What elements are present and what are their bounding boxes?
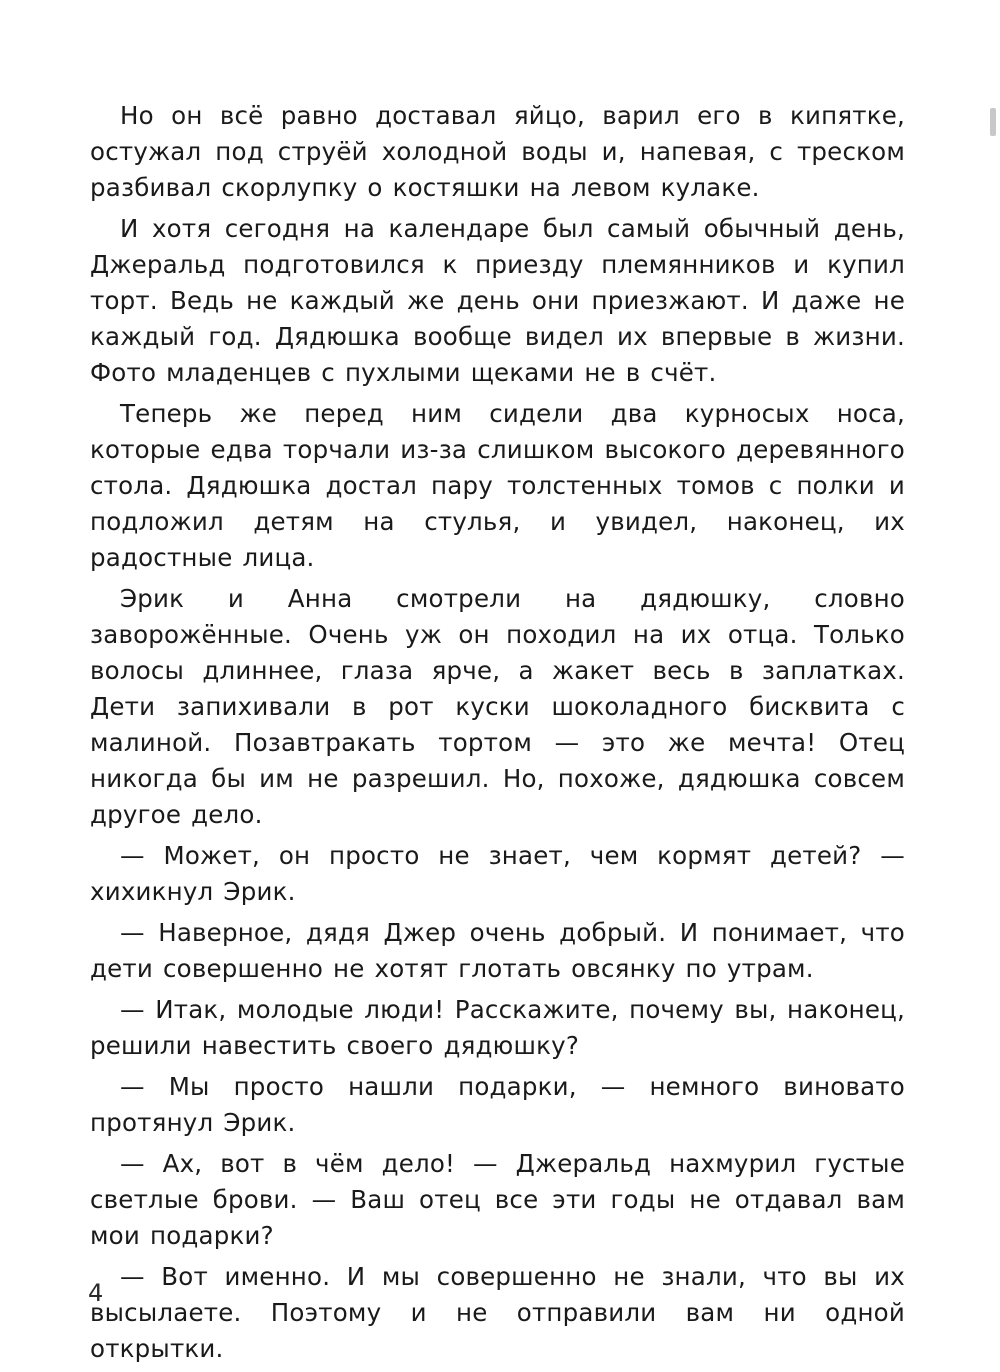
dialogue-paragraph: — Может, он просто не знает, чем кормят детей? — хихикнул Эрик. [90,841,905,906]
dialogue-paragraph: — Ах, вот в чём дело! — Джеральд нахмурил густые светлые брови. — Ваш отец все эти годы не отдавал вам мои подарки? [90,1149,905,1250]
paragraph: Но он всё равно доставал яйцо, варил его в кипятке, остужал под струёй холодной воды и, напевая, с треском разбивал скорлупку о костяшки на левом кулаке. [90,101,905,202]
dialogue-paragraph: — Наверное, дядя Джер очень добрый. И понимает, что дети совершенно не хотят глотать овсянку по утрам. [90,918,905,983]
dialogue-paragraph: — Итак, молодые люди! Расскажите, почему вы, наконец, решили навестить своего дядюшку? [90,995,905,1060]
dialogue-paragraph: — Мы просто нашли подарки, — немного виновато протянул Эрик. [90,1072,905,1137]
body-text [90,98,905,1372]
page-edge-mark [990,108,996,136]
paragraph: Эрик и Анна смотрели на дядюшку, словно заворожённые. Очень уж он походил на их отца. Только волосы длиннее, глаза ярче, а жакет весь в заплатках. Дети запихивали в рот куски шоколадного бисквита с малиной. Позавтракать тортом — это же мечта! Отец никогда бы им не разрешил. Но, похоже, дядюшка совсем другое дело. [90,584,905,829]
paragraph: И хотя сегодня на календаре был самый обычный день, Джеральд подготовился к приезду племянников и купил торт. Ведь не каждый же день они приезжают. И даже не каждый год. Дядюшка вообще видел их впервые в жизни. Фото младенцев с пухлыми щеками не в счёт. [90,214,905,387]
page-number: 4 [88,1279,104,1307]
paragraph: Теперь же перед ним сидели два курносых носа, которые едва торчали из-за слишком высокого деревянного стола. Дядюшка достал пару толстенных томов с полки и подложил детям на стулья, и увидел, наконец, их радостные лица. [90,399,905,572]
dialogue-paragraph: — Вот именно. И мы совершенно не знали, что вы их высылаете. Поэтому и не отправили вам ни одной открытки. [90,1262,905,1363]
